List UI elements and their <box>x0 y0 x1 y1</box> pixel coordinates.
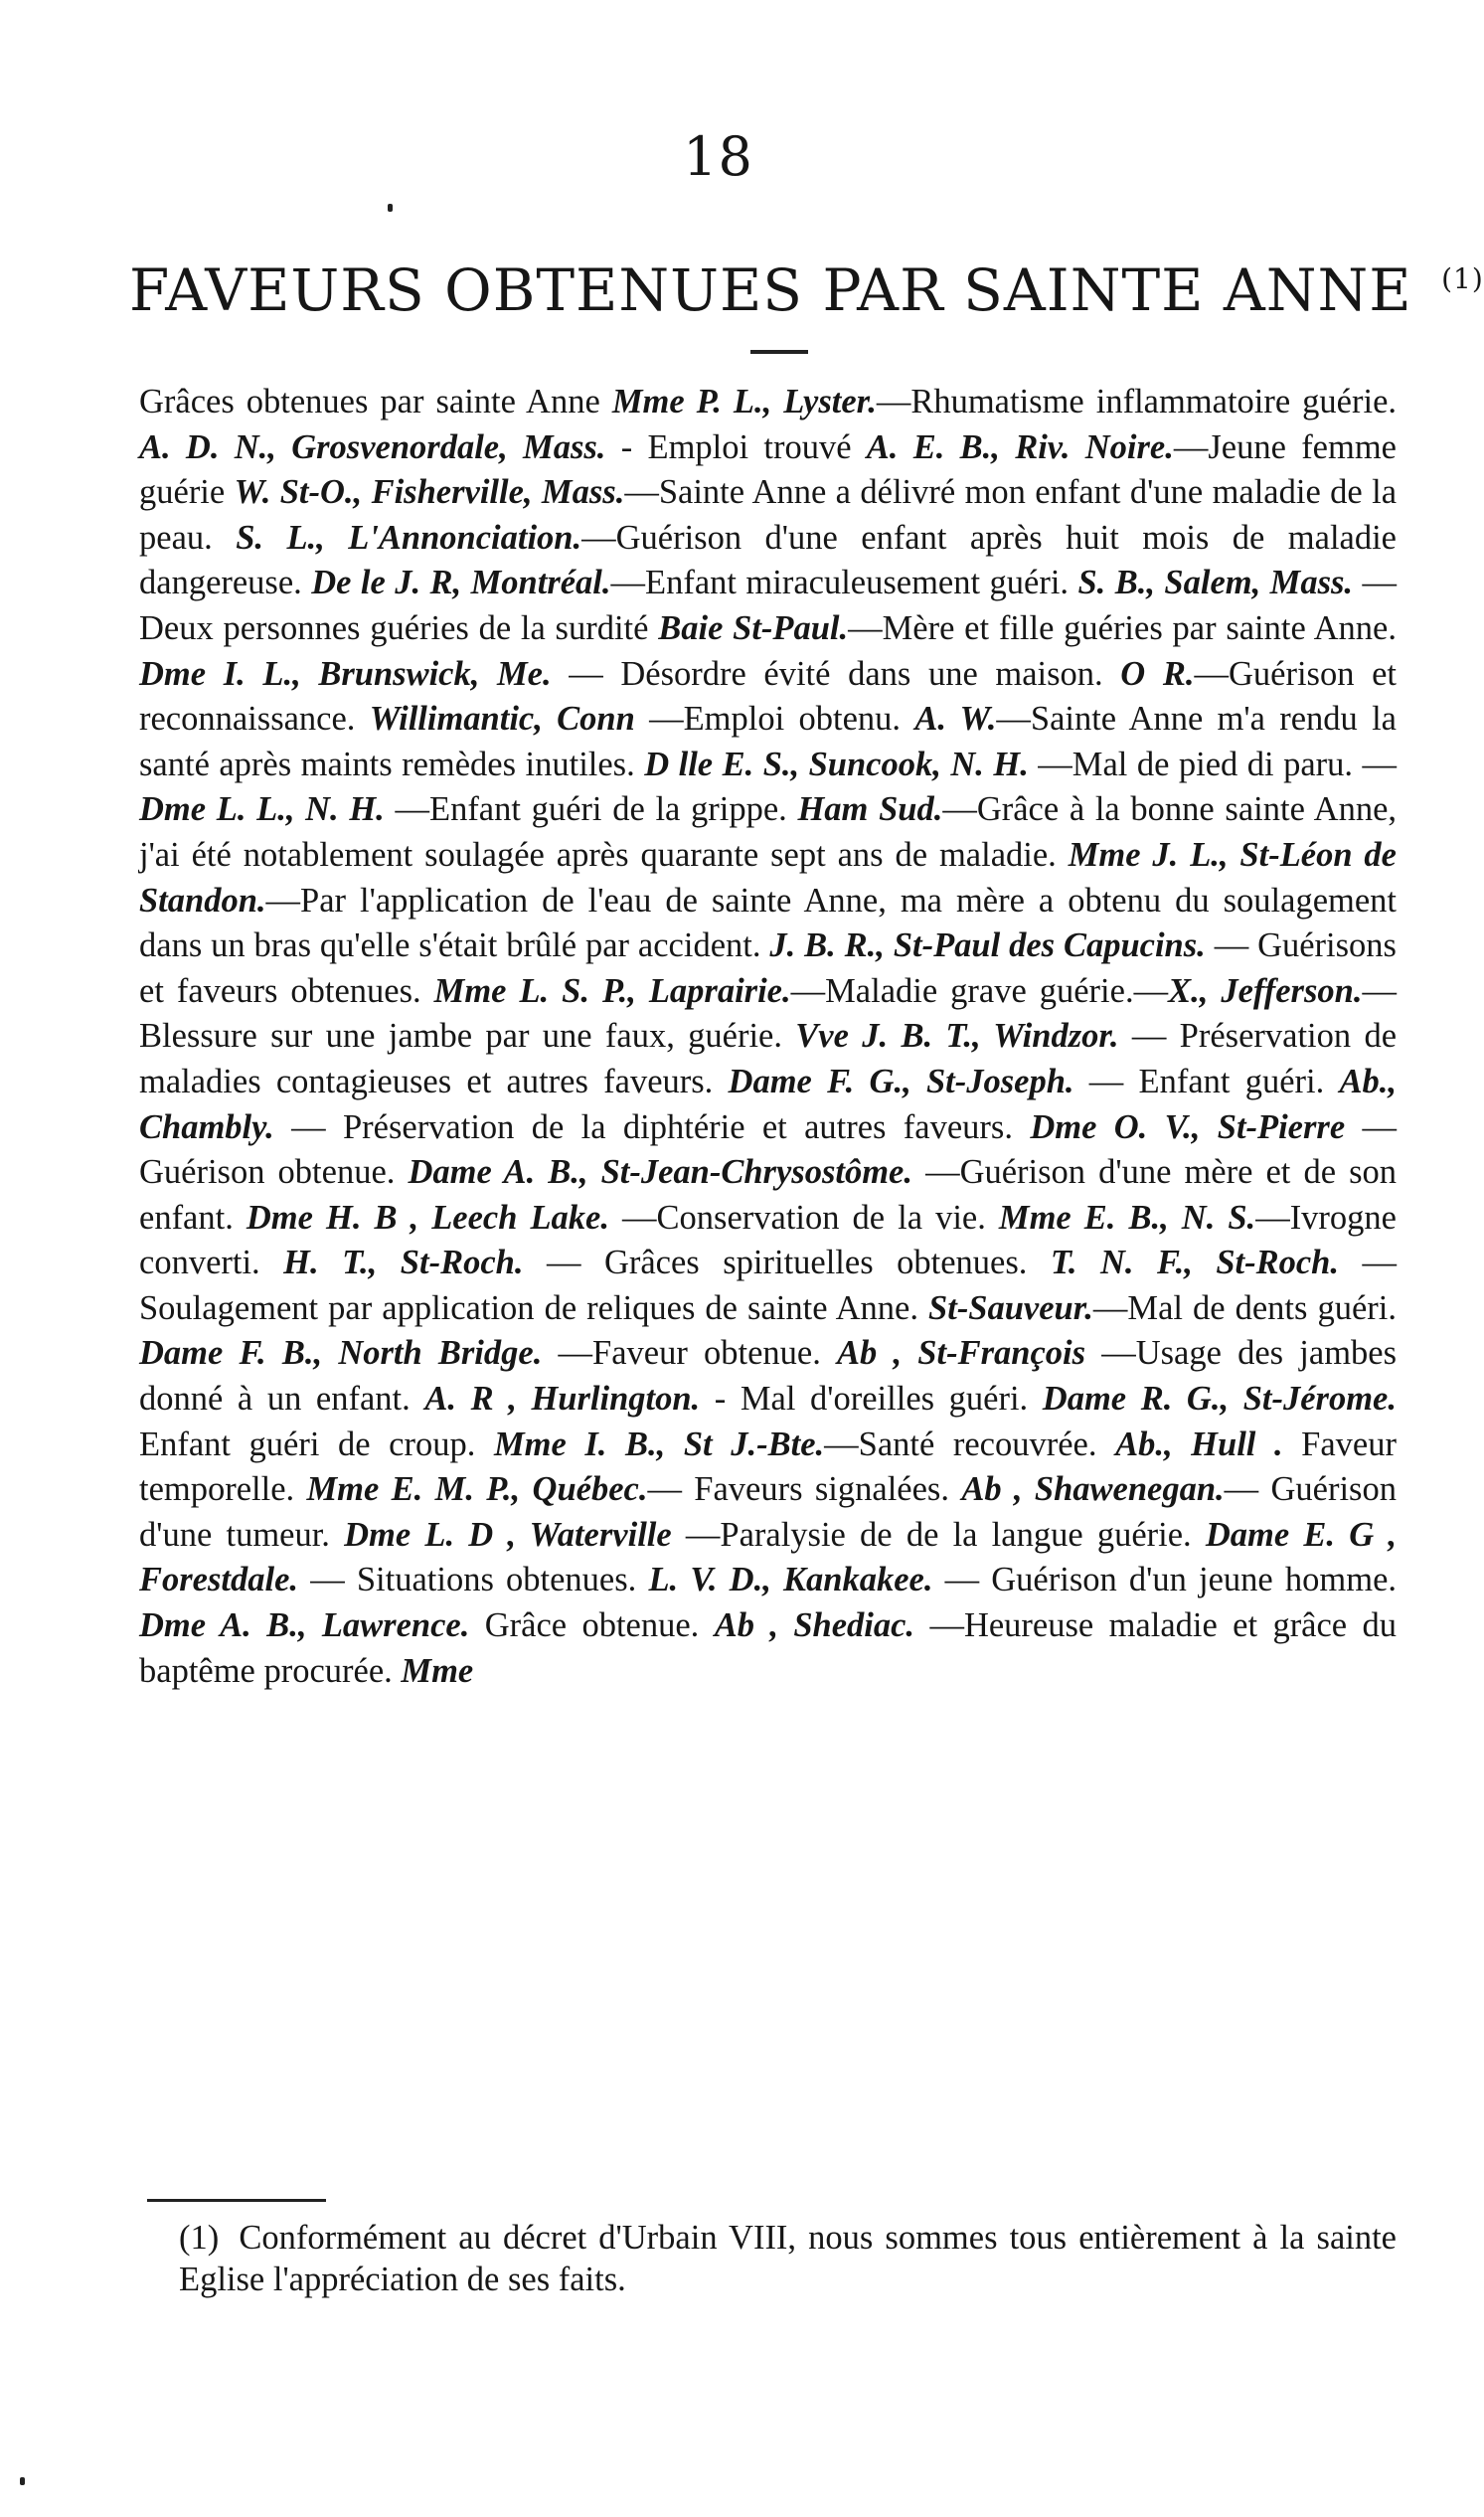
page-title <box>129 244 1484 326</box>
recipient-name: Dame F. B., <box>139 1334 323 1373</box>
recipient-place: St-Roch. <box>377 1244 524 1282</box>
recipient-place: Windzor. <box>980 1017 1119 1056</box>
recipient-name: Dme A. B., <box>139 1606 307 1645</box>
favour-description: —Deux personnes guéries de la surdité <box>139 564 1397 647</box>
favour-description: Grâce obtenue. <box>469 1606 715 1645</box>
recipient-place: Riv. Noire. <box>999 427 1174 466</box>
recipient-place: Willimantic, Conn <box>369 700 635 739</box>
favour-description: —Guérison obtenue. <box>139 1107 1398 1192</box>
title-text: FAVEURS OBTENUES PAR SAINTE ANNE <box>129 256 1412 324</box>
recipient-name: Mme E. B., <box>998 1198 1169 1237</box>
favour-description: —Paralysie de de la langue guérie. <box>671 1515 1206 1554</box>
recipient-name: H. T., <box>283 1244 378 1282</box>
footnote <box>179 2217 1397 2300</box>
favour-description: — Situations obtenues. <box>298 1561 649 1599</box>
favour-description: — Préservation de maladies contagieuses et autres faveurs. <box>139 1017 1398 1100</box>
recipient-name: Ab., <box>1339 1062 1397 1100</box>
favour-entry <box>523 1244 1339 1281</box>
recipient-place: Hurlington. <box>516 1380 701 1419</box>
recipient-place: Fisherville, Mass. <box>362 473 625 512</box>
favour-description: —Faveur obtenue. <box>542 1334 838 1373</box>
favour-entry <box>605 428 1173 466</box>
recipient-name: Dame E. G , <box>1205 1515 1397 1554</box>
favour-description: —Usage des jambes donné à un enfant. <box>139 1334 1398 1419</box>
recipient-name: Dame A. B., <box>408 1153 588 1192</box>
favour-description: — Blessure sur une jambe par une faux, guérie. <box>139 971 1397 1056</box>
recipient-name: T. N. F., <box>1050 1244 1193 1282</box>
recipient-place: Baie St-Paul. <box>658 608 849 647</box>
favour-description: — Faveurs signalées. <box>647 1470 962 1509</box>
recipient-place: Ham Sud. <box>797 790 943 829</box>
favour-entry <box>791 972 1363 1010</box>
recipient-place: N. H. <box>294 790 385 829</box>
favour-description: —Emploi obtenu. <box>634 700 915 739</box>
favour-entry <box>139 383 877 420</box>
recipient-place: St-Paul des Capucins. <box>884 926 1206 965</box>
favour-description: —Sainte Anne m'a rendu la santé après maints remèdes inutiles. <box>139 700 1397 783</box>
favour-entry <box>385 790 943 828</box>
favour-description: —Maladie grave guérie.— <box>790 971 1169 1010</box>
recipient-place: Laprairie. <box>635 971 791 1010</box>
recipient-place: St-Pierre <box>1200 1107 1346 1146</box>
recipient-place: Suncook, N. H. <box>799 745 1029 783</box>
recipient-name: Ab., <box>1115 1425 1173 1463</box>
recipient-name: Mme P. L., <box>611 383 772 420</box>
recipient-name: A. D. N., <box>139 427 276 466</box>
favour-entry <box>552 655 1195 693</box>
recipient-place: St-François <box>902 1334 1086 1373</box>
recipient-place: Hull . <box>1172 1425 1283 1463</box>
page-number: 18 <box>683 125 753 188</box>
favour-description: — Soulagement par application de reliques de sainte Anne. <box>139 1244 1397 1327</box>
favour-description: — Préservation de la diphtérie et autres faveurs. <box>273 1107 1031 1146</box>
recipient-name: W. St-O., <box>234 473 363 512</box>
favour-description: — Enfant guéri. <box>1073 1062 1340 1100</box>
favour-entry <box>611 564 1354 601</box>
favour-entry <box>469 1606 914 1644</box>
favour-description: —Mal de pied di paru. — <box>1028 745 1397 783</box>
favour-description: —Guérison d'une enfant après huit mois de maladie dangereuse. <box>139 518 1397 602</box>
favour-description: Faveur temporelle. <box>139 1425 1397 1509</box>
favour-description: —Rhumatisme inflammatoire guérie. <box>876 383 1398 420</box>
favour-description: — Grâces spirituelles obtenues. <box>523 1244 1051 1282</box>
favour-description: — Guérison d'une tumeur. <box>139 1470 1397 1554</box>
favour-entry <box>824 1426 1282 1463</box>
favour-entry <box>647 1470 1224 1508</box>
recipient-place: St-Sauveur. <box>928 1288 1093 1327</box>
recipient-name: S. L., <box>236 518 325 557</box>
recipient-name: Ab , <box>837 1334 903 1373</box>
recipient-place: Forestdale. <box>139 1561 299 1599</box>
recipient-place: Lyster. <box>771 383 877 420</box>
recipient-name: Mme I. B., <box>493 1425 666 1463</box>
favour-description: —Par l'application de l'eau de sainte Anne, ma mère a obtenu du soulagement dans un bras qu'elle s'était brûlé par accident. <box>139 881 1397 965</box>
recipient-name: S. B., <box>1077 564 1155 602</box>
favour-entry <box>609 1199 1255 1237</box>
recipient-name: Mme L. S. P., <box>433 971 636 1010</box>
favour-description: Grâces obtenues par sainte Anne <box>139 383 612 420</box>
favour-entry <box>635 700 997 738</box>
recipient-name: Dme L. D , <box>344 1515 517 1554</box>
recipient-name: X., <box>1168 971 1209 1010</box>
favour-description: —Conservation de la vie. <box>608 1198 999 1237</box>
footnote-divider <box>147 2199 326 2202</box>
recipient-place: St-Roch. <box>1192 1244 1339 1282</box>
title-footnote-ref: (1) <box>1441 262 1484 295</box>
recipient-place: L'Annonciation. <box>324 518 582 557</box>
favour-description: Enfant guéri de croup. <box>139 1425 494 1463</box>
recipient-name: Dme H. B , <box>246 1198 419 1237</box>
recipient-name: Dame F. G., <box>728 1062 911 1100</box>
recipient-place: Québec. <box>520 1470 648 1509</box>
favour-description: — Guérison d'un jeune homme. <box>932 1561 1398 1599</box>
recipient-name: L. V. D., <box>648 1561 771 1599</box>
recipient-name: De le J. R, <box>311 564 462 602</box>
favour-description: —Guérison d'une mère et de son enfant. <box>139 1153 1397 1237</box>
favour-description: —Mère et fille guéries par sainte Anne. <box>848 608 1397 647</box>
recipient-name: Dme I. L., <box>139 654 301 693</box>
recipient-name: Vve J. B. T., <box>795 1017 981 1056</box>
favour-description: — Guérisons et faveurs obtenues. <box>139 926 1397 1010</box>
recipient-name: Dme L. L., <box>139 790 295 829</box>
recipient-place: Montréal. <box>461 564 611 602</box>
favour-description: —Enfant guéri de la grippe. <box>384 790 798 829</box>
print-speck <box>20 2477 25 2485</box>
recipient-place: Brunswick, Me. <box>300 654 552 693</box>
favour-description: - Emploi trouvé <box>605 427 867 466</box>
recipient-place: Jefferson. <box>1208 971 1363 1010</box>
recipient-place: Shawenegan. <box>1022 1470 1225 1509</box>
recipient-place: St-Jean-Chrysostôme. <box>587 1153 912 1192</box>
print-speck <box>388 204 393 212</box>
favour-description: —Grâce à la bonne sainte Anne, j'ai été notablement soulagée après quarante sept ans de maladie. <box>139 790 1398 874</box>
recipient-name: Ab , <box>714 1606 778 1645</box>
recipient-place: St J.-Bte. <box>665 1425 825 1463</box>
recipient-name: Dame R. G., <box>1042 1380 1230 1419</box>
recipient-place: Grosvenordale, Mass. <box>275 427 606 466</box>
favour-description: — Désordre évité dans une maison. <box>551 654 1121 693</box>
favour-entry <box>700 1380 1397 1418</box>
recipient-place: St-Léon de Standon. <box>139 835 1397 920</box>
recipient-place: St-Jérome. <box>1229 1380 1397 1419</box>
recipient-name: A. W. <box>914 700 997 739</box>
favour-entry <box>542 1334 1085 1372</box>
favour-description: —Ivrogne converti. <box>139 1198 1397 1282</box>
recipient-name: A. R , <box>424 1380 517 1419</box>
recipient-place: Chambly. <box>139 1107 274 1146</box>
recipient-place: Salem, Mass. <box>1154 564 1354 602</box>
favour-description: —Jeune femme guérie <box>139 427 1397 512</box>
recipient-place: Waterville <box>516 1515 672 1554</box>
recipient-place: N. S. <box>1168 1198 1256 1237</box>
recipient-name: Dme O. V., <box>1030 1107 1201 1146</box>
recipient-name: D lle E. S., <box>644 745 800 783</box>
favour-entry <box>274 1108 1345 1146</box>
favour-description: —Guérison et reconnaissance. <box>139 654 1397 739</box>
recipient-place: Lawrence. <box>306 1606 470 1645</box>
recipient-place: St-Joseph. <box>910 1062 1074 1100</box>
favour-description: —Sainte Anne a délivré mon enfant d'une maladie de la peau. <box>139 473 1398 557</box>
title-divider <box>750 350 808 354</box>
recipient-name: J. B. R., <box>769 926 885 965</box>
recipient-place: North Bridge. <box>322 1334 543 1373</box>
favour-description: - Mal d'oreilles guéri. <box>700 1380 1043 1419</box>
recipient-name: Mme <box>401 1651 474 1690</box>
favour-description: —Enfant miraculeusement guéri. <box>610 564 1078 602</box>
favour-description: —Heureuse maladie et grâce du baptême procurée. <box>139 1606 1398 1690</box>
recipient-name: Mme E. M. P., <box>306 1470 521 1509</box>
favours-paragraph <box>139 380 1397 1694</box>
recipient-name: Mme J. L., <box>1068 835 1229 874</box>
recipient-place: Leech Lake. <box>418 1198 609 1237</box>
favour-entry <box>139 1426 824 1463</box>
recipient-name: Ab , <box>961 1470 1023 1509</box>
footnote-text: Conformément au décret d'Urbain VIII, nous sommes tous entièrement à la sainte Eglise l'appréciation de ses faits. <box>179 2219 1397 2298</box>
footnote-mark: (1) <box>179 2219 220 2257</box>
recipient-name: O R. <box>1120 654 1195 693</box>
recipient-place: Shediac. <box>777 1606 915 1645</box>
favour-entry <box>298 1561 932 1598</box>
recipient-name: A. E. B., <box>866 427 1000 466</box>
favour-description: —Mal de dents guéri. <box>1092 1288 1397 1327</box>
recipient-place: Kankakee. <box>770 1561 933 1599</box>
favour-description: —Santé recouvrée. <box>824 1425 1116 1463</box>
